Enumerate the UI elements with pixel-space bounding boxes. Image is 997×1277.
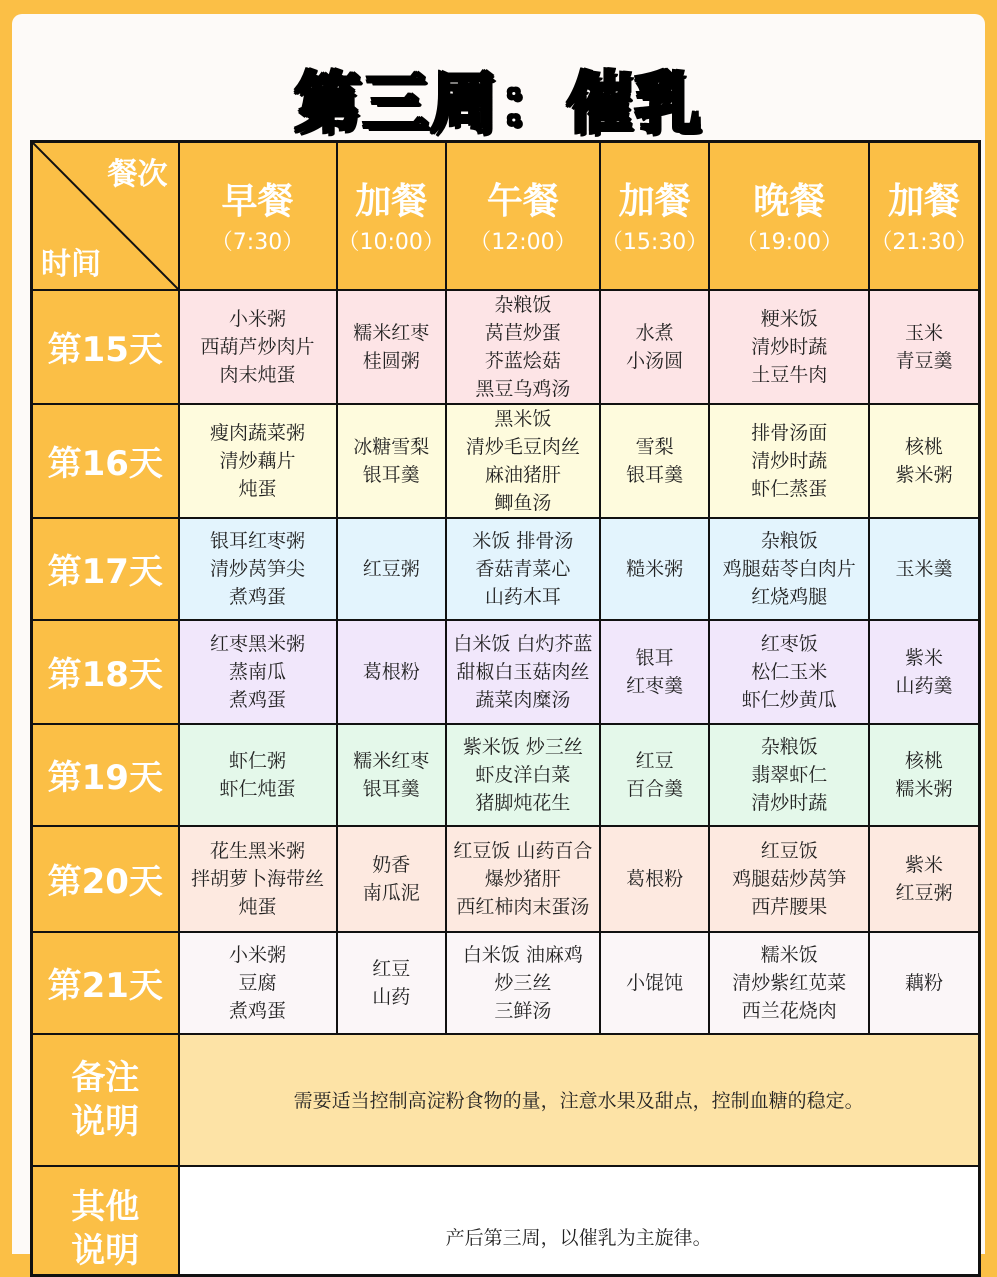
dish-item: 红枣羹 [626, 674, 684, 697]
dish-item: 清炒时蔬 [751, 449, 828, 472]
meal-header [446, 142, 600, 290]
dish-item: 红枣饭 [760, 632, 818, 655]
meal-time: （7:30） [210, 229, 305, 255]
meal-cell [600, 826, 709, 932]
meal-header [869, 142, 979, 290]
dish-item: 三鲜汤 [494, 999, 552, 1022]
dish-item: 鸡腿菇苓白肉片 [722, 557, 856, 580]
dish-item: 紫米 [905, 646, 944, 669]
dish-item: 红烧鸡腿 [751, 585, 828, 608]
dish-item: 糯米红枣 [353, 321, 430, 344]
meal-cell [709, 404, 869, 518]
meal-name: 加餐 [618, 180, 691, 222]
day-label: 第15天 [32, 290, 179, 404]
meal-cell [446, 620, 600, 724]
dish-item: 白米饭 油麻鸡 [462, 943, 583, 966]
meal-cell [179, 826, 337, 932]
note-label-line: 备注 [71, 1057, 140, 1098]
dish-item: 葛根粉 [626, 867, 684, 890]
dish-item: 小馄饨 [626, 971, 684, 994]
meal-name: 加餐 [355, 180, 428, 222]
dish-item: 煮鸡蛋 [228, 585, 286, 608]
dish-item: 肉末炖蛋 [219, 363, 296, 386]
header-row [32, 142, 980, 290]
meal-cell [600, 620, 709, 724]
dish-item: 冰糖雪梨 [353, 435, 430, 458]
dish-item: 葛根粉 [362, 660, 420, 683]
note-label [32, 1166, 179, 1276]
day-row [32, 932, 980, 1034]
meal-time: （19:00） [735, 229, 844, 255]
dish-item: 粳米饭 [760, 307, 818, 330]
dish-item: 炖蛋 [238, 895, 277, 918]
dish-item: 虾仁炒黄瓜 [741, 688, 837, 711]
dish-item: 青豆羹 [895, 349, 953, 372]
dish-item: 爆炒猪肝 [484, 867, 561, 890]
dish-item: 杂粮饭 [760, 529, 818, 552]
meal-name: 午餐 [486, 180, 559, 222]
dish-item: 猪脚炖花生 [475, 791, 571, 814]
meal-header [179, 142, 337, 290]
dish-item: 杂粮饭 [494, 293, 552, 316]
day-label: 第20天 [32, 826, 179, 932]
dish-item: 紫米粥 [895, 463, 953, 486]
meal-cell [600, 404, 709, 518]
dish-item: 糯米粥 [895, 777, 953, 800]
dish-item: 紫米 [905, 853, 944, 876]
dish-item: 黑豆乌鸡汤 [475, 377, 571, 400]
dish-item: 糙米粥 [626, 557, 684, 580]
meal-cell [337, 724, 446, 826]
day-label: 第18天 [32, 620, 179, 724]
corner-label-meal: 餐次 [107, 157, 168, 192]
dish-item: 虾皮洋白菜 [475, 763, 571, 786]
meal-cell [337, 290, 446, 404]
meal-cell [600, 518, 709, 620]
dish-item: 排骨汤面 [751, 421, 828, 444]
dish-item: 玉米 [905, 321, 944, 344]
page-title: 第三周：催乳 [294, 65, 703, 142]
meal-cell [337, 620, 446, 724]
meal-cell [709, 518, 869, 620]
meal-schedule-table [30, 140, 981, 1277]
dish-item: 藕粉 [905, 971, 944, 994]
meal-cell [869, 290, 979, 404]
meal-cell [709, 932, 869, 1034]
day-row [32, 826, 980, 932]
meal-time: （21:30） [870, 229, 978, 255]
dish-item: 煮鸡蛋 [228, 688, 286, 711]
dish-item: 小米粥 [228, 943, 286, 966]
dish-item: 鲫鱼汤 [494, 491, 552, 514]
meal-name: 加餐 [888, 180, 961, 222]
note-text: 产后第三周，以催乳为主旋律。 [179, 1166, 980, 1276]
dish-item: 玉米羹 [895, 557, 953, 580]
dish-item: 小汤圆 [626, 349, 684, 372]
meal-cell [709, 620, 869, 724]
dish-item: 山药木耳 [484, 585, 561, 608]
dish-item: 红豆饭 [760, 839, 818, 862]
dish-item: 红豆 [635, 749, 674, 772]
meal-cell [709, 290, 869, 404]
note-label-line: 其他 [71, 1186, 140, 1227]
day-label: 第16天 [32, 404, 179, 518]
day-row [32, 518, 980, 620]
meal-time: （15:30） [600, 229, 709, 255]
dish-item: 银耳 [635, 646, 674, 669]
day-row [32, 404, 980, 518]
dish-item: 西葫芦炒肉片 [200, 335, 315, 358]
dish-item: 甜椒白玉菇肉丝 [456, 660, 590, 683]
dish-item: 红豆饭 山药百合 [453, 839, 593, 862]
dish-item: 山药羹 [895, 674, 953, 697]
dish-item: 糯米红枣 [353, 749, 430, 772]
meal-cell [446, 404, 600, 518]
meal-time: （12:00） [469, 229, 577, 255]
dish-item: 拌胡萝卜海带丝 [190, 867, 324, 890]
dish-item: 炖蛋 [238, 477, 277, 500]
day-row [32, 724, 980, 826]
dish-item: 炒三丝 [494, 971, 552, 994]
dish-item: 雪梨 [635, 435, 674, 458]
dish-item: 奶香 [372, 853, 411, 876]
meal-cell [179, 932, 337, 1034]
dish-item: 瘦肉蔬菜粥 [209, 421, 305, 444]
meal-cell [869, 932, 979, 1034]
day-row [32, 290, 980, 404]
meal-cell [337, 404, 446, 518]
meal-name: 早餐 [221, 180, 294, 222]
dish-item: 芥蓝烩菇 [484, 349, 561, 372]
dish-item: 银耳羹 [362, 777, 420, 800]
meal-cell [179, 290, 337, 404]
meal-cell [600, 724, 709, 826]
meal-header [337, 142, 446, 290]
meal-cell [337, 826, 446, 932]
meal-cell [446, 826, 600, 932]
dish-item: 米饭 排骨汤 [472, 529, 574, 552]
dish-item: 土豆牛肉 [751, 363, 828, 386]
meal-header [600, 142, 709, 290]
dish-item: 麻油猪肝 [484, 463, 561, 486]
dish-item: 豆腐 [238, 971, 277, 994]
meal-cell [446, 724, 600, 826]
day-label: 第21天 [32, 932, 179, 1034]
corner-cell [32, 142, 179, 290]
meal-cell [337, 518, 446, 620]
dish-item: 山药 [372, 985, 411, 1008]
dish-item: 清炒藕片 [219, 449, 296, 472]
dish-item: 蔬菜肉糜汤 [475, 688, 571, 711]
remarks-row [32, 1034, 980, 1166]
dish-item: 银耳羹 [626, 463, 684, 486]
meal-cell [179, 620, 337, 724]
meal-cell [869, 826, 979, 932]
dish-item: 清炒时蔬 [751, 791, 828, 814]
day-row [32, 620, 980, 724]
dish-item: 清炒时蔬 [751, 335, 828, 358]
day-label: 第19天 [32, 724, 179, 826]
dish-item: 翡翠虾仁 [751, 763, 828, 786]
meal-cell [337, 932, 446, 1034]
day-label: 第17天 [32, 518, 179, 620]
note-label-line: 说明 [71, 1230, 140, 1271]
dish-item: 虾仁蒸蛋 [751, 477, 828, 500]
dish-item: 小米粥 [228, 307, 286, 330]
dish-item: 红枣黑米粥 [209, 632, 305, 655]
meal-cell [179, 518, 337, 620]
dish-item: 清炒毛豆肉丝 [465, 435, 580, 458]
dish-item: 糯米饭 [760, 943, 818, 966]
dish-item: 核桃 [905, 749, 944, 772]
meal-cell [869, 518, 979, 620]
meal-cell [446, 518, 600, 620]
meal-cell [709, 724, 869, 826]
dish-item: 南瓜泥 [362, 881, 420, 904]
dish-item: 莴苣炒蛋 [484, 321, 561, 344]
dish-item: 西红柿肉末蛋汤 [456, 895, 590, 918]
dish-item: 杂粮饭 [760, 735, 818, 758]
dish-item: 银耳红枣粥 [209, 529, 305, 552]
note-text: 需要适当控制高淀粉食物的量，注意水果及甜点，控制血糖的稳定。 [179, 1034, 980, 1166]
dish-item: 百合羹 [626, 777, 684, 800]
dish-item: 银耳羹 [362, 463, 420, 486]
other-notes-row [32, 1166, 980, 1276]
meal-cell [869, 620, 979, 724]
note-label [32, 1034, 179, 1166]
meal-time: （10:00） [337, 229, 445, 255]
dish-item: 白米饭 白灼芥蓝 [453, 632, 593, 655]
dish-item: 红豆 [372, 957, 411, 980]
corner-label-time: 时间 [41, 246, 101, 282]
meal-cell [446, 932, 600, 1034]
dish-item: 清炒莴笋尖 [209, 557, 305, 580]
dish-item: 蒸南瓜 [228, 660, 286, 683]
meal-cell [179, 404, 337, 518]
dish-item: 西芹腰果 [751, 895, 828, 918]
dish-item: 虾仁炖蛋 [219, 777, 296, 800]
meal-cell [869, 404, 979, 518]
meal-cell [600, 290, 709, 404]
dish-item: 紫米饭 炒三丝 [462, 735, 583, 758]
meal-cell [709, 826, 869, 932]
dish-item: 煮鸡蛋 [228, 999, 286, 1022]
dish-item: 香菇青菜心 [475, 557, 571, 580]
meal-cell [179, 724, 337, 826]
dish-item: 松仁玉米 [751, 660, 828, 683]
dish-item: 桂圆粥 [362, 349, 420, 372]
meal-header [709, 142, 869, 290]
meal-name: 晚餐 [753, 180, 826, 222]
dish-item: 核桃 [905, 435, 944, 458]
note-label-line: 说明 [71, 1101, 140, 1142]
meal-cell [869, 724, 979, 826]
dish-item: 红豆粥 [362, 557, 420, 580]
dish-item: 清炒紫红苋菜 [732, 971, 847, 994]
dish-item: 水煮 [635, 321, 674, 344]
dish-item: 鸡腿菇炒莴笋 [732, 867, 847, 890]
meal-cell [446, 290, 600, 404]
dish-item: 西兰花烧肉 [741, 999, 837, 1022]
dish-item: 红豆粥 [895, 881, 953, 904]
meal-cell [600, 932, 709, 1034]
dish-item: 黑米饭 [494, 407, 552, 430]
dish-item: 花生黑米粥 [209, 839, 305, 862]
dish-item: 虾仁粥 [228, 749, 286, 772]
